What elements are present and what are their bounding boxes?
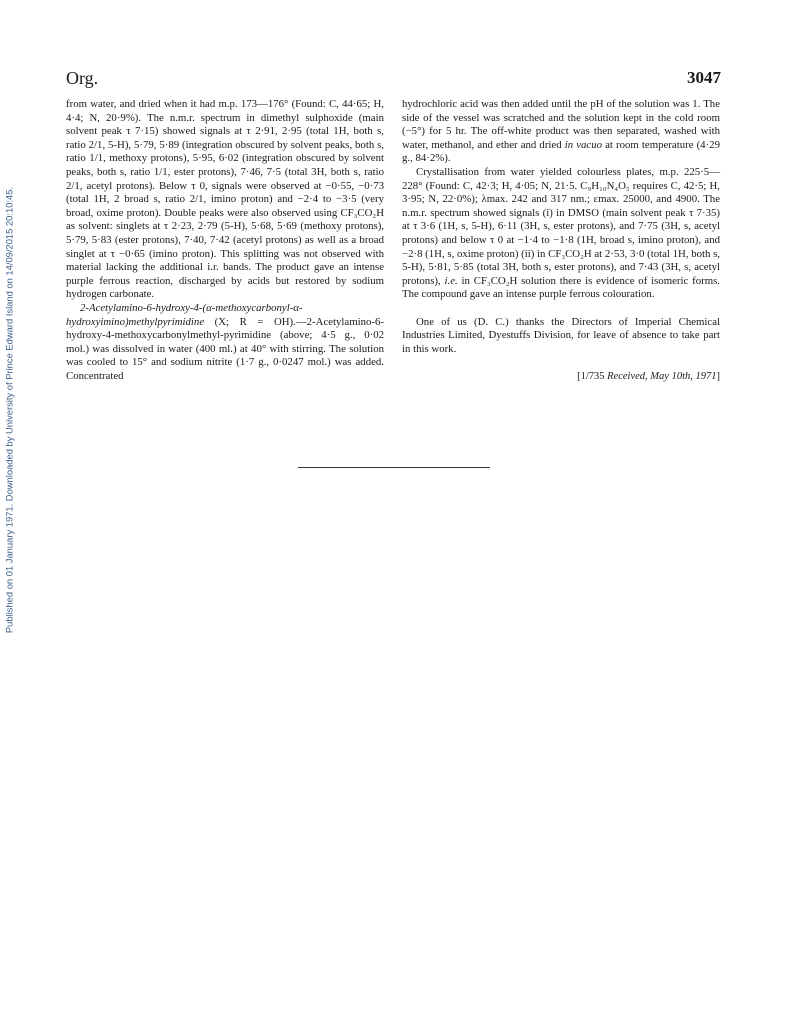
synthesis-text: (X; R = OH).—2-Acetylamino-6-hydroxy-4-methoxycarbonylmethyl-pyrimidine (above; 4·5 g., 0·02 mol.) was dissolved in water (400 ml.) at 40° with stirring. The solution was cooled to 15° and sodium nitrite (1·7 g., 0·0247 mol.) was added. Concentrated [66,315,384,382]
compound-title: 2-Acetylamino-6-hydroxy-4-(α-methoxycarbonyl-α-hydroxyimino)methylpyrimidine [66,301,303,328]
journal-section: Org. [66,68,99,88]
acknowledgement: One of us (D. C.) thanks the Directors of Imperial Chemical Industries Limited, Dyestuffs Division, for leave of absence to take part in this work. [402,315,720,355]
watermark-text: Published on 01 January 1971. Downloaded by University of Prince Edward Island on 14/09/2015 20:10:45. [3,186,15,634]
reference-close: ] [716,370,720,382]
left-column [66,98,384,383]
end-rule [298,467,490,468]
crystallisation-text: Crystallisation from water yielded colourless plates, m.p. 225·5—228° (Found: C, 42·3; H, 4·05; N, 21·5. C₉H₁₀N₄O₅ requires C, 42·5; H, 3·95; N, 22·0%); λmax. 242 and 317 nm.; εmax. 25000, and 4900. The n.m.r. spectrum showed signals (i) in DMSO (main solvent peak τ 7·35) at τ 3·6 (1H, s, 5-H), 6·11 (3H, s, ester protons), and 7·75 (3H, s, acetyl protons) and below τ 0 at −1·4 to −1·8 (1H, broad s, imino proton), and −2·8 (1H, s, oxime proton) (ii) in CF₃CO₂H at 2·53, 3·0 (total 1H, both s, 5-H), 5·81, 5·85 (total 3H, both s, ester protons), and 7·43 (3H, s, acetyl protons), [402,165,721,287]
paragraph-procedure [402,98,720,166]
procedure-text: hydrochloric acid was then added until the pH of the solution was 1. The side of the vessel was scratched and the solution kept in the cold room (−5°) for 5 hr. The off-white product was then separated, washed with water, methanol, and ether and dried [402,98,720,151]
received-reference [402,370,720,384]
paragraph-nmr-data: from water, and dried when it had m.p. 173—176° (Found: C, 44·65; H, 4·4; N, 20·9%). The n.m.r. spectrum in dimethyl sulphoxide (main solvent peak τ 7·15) showed signals at τ 2·91, 2·95 (total 1H, both s, ratio 2/1, 5-H), 5·79, 5·89 (integration obscured by solvent peaks, both s, ratio 1/1, methoxy protons), 5·95, 6·02 (integration obscured by solvent peaks, both s, ratio 1/1, ester protons), 7·46, 7·5 (total 3H, both s, ratio 2/1, acetyl protons). Below τ 0, signals were observed at −0·55, −0·73 (total 1H, 2 broad s, ratio 2/1, imino proton) and −2·4 to −3·5 (very broad, oxime proton). Double peaks were also observed using CF₃CO₂H as solvent: singlets at τ 2·23, 2·79 (5-H), 5·68, 5·69 (methoxy protons), 5·79, 5·83 (ester protons), 7·40, 7·42 (acetyl protons) as well as a broad singlet at τ −0·65 (imino proton). This splitting was not observed with material lacking the additional i.r. bands. The product gave an intense purple ferrous reaction, discharged by acids but restored by sodium hydrogen carbonate. [66,98,384,301]
procedure-italic: in vacuo [564,138,603,151]
crystallisation-text-end: in CF₃CO₂H solution there is evidence of isomeric forms. The compound gave an intense purple ferrous colouration. [402,274,720,301]
procedure-text-end: at room temperature (4·29 g., 84·2%). [402,138,720,165]
paragraph-synthesis [66,302,384,384]
crystallisation-italic: i.e. [444,274,458,287]
page-number: 3047 [687,68,721,87]
paragraph-crystallisation [402,166,720,302]
reference-id: [1/735 [577,370,608,382]
received-date: Received, May 10th, 1971 [607,370,717,382]
right-column [402,98,720,383]
download-watermark [2,180,16,640]
